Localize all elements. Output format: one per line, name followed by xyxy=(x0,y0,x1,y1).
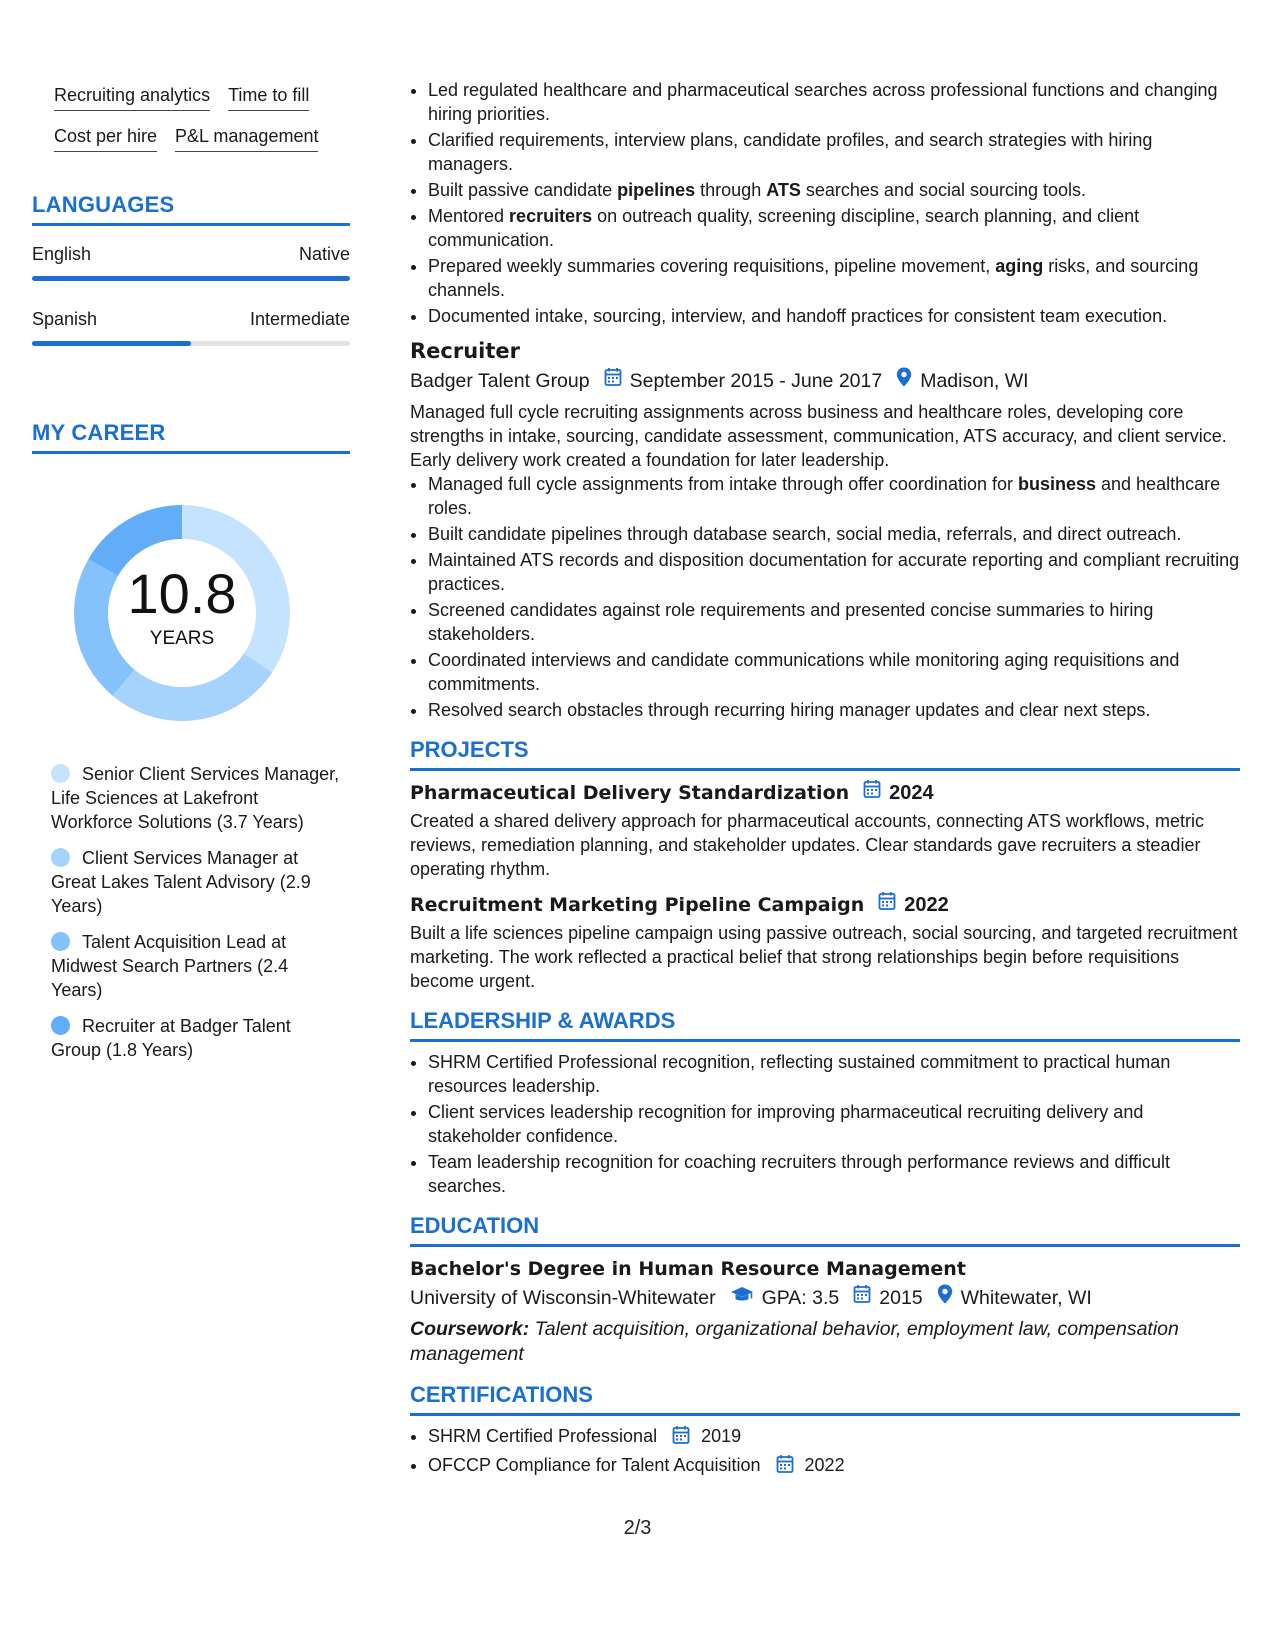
language-level: Intermediate xyxy=(249,309,350,329)
certifications-heading: CERTIFICATIONS xyxy=(410,1381,1240,1416)
legend-dot xyxy=(51,848,70,867)
sidebar xyxy=(32,84,350,1074)
career-legend xyxy=(32,762,350,1062)
coursework xyxy=(410,1317,1240,1367)
career-legend-item xyxy=(51,1014,340,1062)
certifications-list xyxy=(410,1424,1240,1480)
job-meta xyxy=(410,366,1240,396)
main-content xyxy=(410,78,1240,1482)
certification-year: 2019 xyxy=(701,1426,742,1446)
career-legend-item xyxy=(51,846,340,918)
coursework-label: Coursework: xyxy=(410,1318,530,1340)
job-summary: Managed full cycle recruiting assignments across business and healthcare roles, developing core strengths in intake, sourcing, candidate assessment, communication, ATS accuracy, and client service. Early delivery work created a foundation for later leadership. xyxy=(410,402,1227,470)
career-total-value: 10.8 xyxy=(127,562,237,625)
awards-heading: LEADERSHIP & AWARDS xyxy=(410,1007,1240,1042)
bullet-item: • Led regulated healthcare and pharmaceutical searches across professional functions and changing hiring priorities. xyxy=(428,78,1240,126)
legend-label: Client Services Manager at Great Lakes Talent Advisory (2.9 Years) xyxy=(51,848,311,916)
language-proficiency-fill xyxy=(32,341,191,346)
awards-list xyxy=(410,1050,1240,1198)
language-name: English xyxy=(32,244,92,264)
career-legend-item xyxy=(51,762,340,834)
calendar-icon xyxy=(776,1454,794,1480)
career-heading: MY CAREER xyxy=(32,420,350,454)
map-pin-icon xyxy=(896,366,912,396)
language-proficiency-bar xyxy=(32,341,350,346)
legend-label: Talent Acquisition Lead at Midwest Search Partners (2.4 Years) xyxy=(51,932,289,1000)
school-name: University of Wisconsin-Whitewater xyxy=(410,1287,716,1309)
bullet-item: • Built passive candidate pipelines through ATS searches and social sourcing tools. xyxy=(428,178,1240,202)
job-location: Madison, WI xyxy=(920,370,1029,392)
project-title: Pharmaceutical Delivery Standardization xyxy=(410,782,850,804)
calendar-icon xyxy=(863,779,881,807)
legend-dot xyxy=(51,764,70,783)
award-item: • Client services leadership recognition for improving pharmaceutical recruiting delivery and stakeholder confidence. xyxy=(428,1100,1240,1148)
language-proficiency-fill xyxy=(32,276,350,281)
legend-dot xyxy=(51,1016,70,1035)
language-level: Native xyxy=(298,244,350,264)
legend-label: Recruiter at Badger Talent Group (1.8 Years) xyxy=(51,1016,291,1060)
calendar-icon xyxy=(604,366,622,396)
legend-dot xyxy=(51,932,70,951)
job-bullets xyxy=(410,472,1240,722)
bullet-item: • Mentored recruiters on outreach quality, screening discipline, search planning, and client communication. xyxy=(428,204,1240,252)
project-year: 2024 xyxy=(889,782,934,804)
career-section xyxy=(32,420,350,1062)
certification-item xyxy=(428,1453,1240,1480)
map-pin-icon xyxy=(937,1283,953,1313)
language-item xyxy=(32,307,350,346)
skill-tag: Recruiting analytics xyxy=(54,84,210,111)
graduation-year: 2015 xyxy=(879,1287,923,1309)
certification-item xyxy=(428,1424,1240,1451)
language-proficiency-bar xyxy=(32,276,350,281)
bullet-item: • Documented intake, sourcing, interview, and handoff practices for consistent team execution. xyxy=(428,304,1240,328)
bullet-item: • Resolved search obstacles through recurring hiring manager updates and clear next steps. xyxy=(428,698,1240,722)
skill-tag: Cost per hire xyxy=(54,125,157,152)
project-item xyxy=(410,891,1240,993)
calendar-icon xyxy=(878,891,896,919)
certification-name: SHRM Certified Professional xyxy=(428,1426,658,1446)
education-location: Whitewater, WI xyxy=(960,1287,1092,1309)
award-item: • Team leadership recognition for coaching recruiters through performance reviews and difficult searches. xyxy=(428,1150,1240,1198)
project-item xyxy=(410,779,1240,881)
bullet-item: • Maintained ATS records and disposition documentation for accurate reporting and compliant recruiting practices. xyxy=(428,548,1240,596)
skills-row xyxy=(32,125,350,152)
skills-row xyxy=(32,84,350,111)
graduation-cap-icon xyxy=(730,1283,754,1313)
career-total-unit: YEARS xyxy=(149,628,215,649)
bullet-item: • Prepared weekly summaries covering requisitions, pipeline movement, aging risks, and sourcing channels. xyxy=(428,254,1240,302)
bullet-item: • Managed full cycle assignments from intake through offer coordination for business and healthcare roles. xyxy=(428,472,1240,520)
job-company: Badger Talent Group xyxy=(410,370,590,392)
project-description: Created a shared delivery approach for pharmaceutical accounts, connecting ATS workflows, metric reviews, remediation planning, and stakeholder updates. Clear standards gave recruiters a steadier operating rhythm. xyxy=(410,811,1205,879)
education-heading: EDUCATION xyxy=(410,1212,1240,1247)
calendar-icon xyxy=(853,1283,871,1313)
coursework-text: Talent acquisition, organizational behavior, employment law, compensation management xyxy=(410,1318,1179,1365)
project-year: 2022 xyxy=(904,894,949,916)
languages-section xyxy=(32,192,350,346)
job-dates: September 2015 - June 2017 xyxy=(629,370,883,392)
previous-job-bullets xyxy=(410,78,1240,328)
skill-tag: P&L management xyxy=(175,125,318,152)
bullet-item: • Screened candidates against role requirements and presented concise summaries to hiring stakeholders. xyxy=(428,598,1240,646)
page-number: 2/3 xyxy=(623,1517,652,1539)
gpa: GPA: 3.5 xyxy=(761,1287,840,1309)
award-item: • SHRM Certified Professional recognition, reflecting sustained commitment to practical human resources leadership. xyxy=(428,1050,1240,1098)
job-entry xyxy=(410,336,1240,722)
career-donut-chart xyxy=(67,498,297,728)
language-item xyxy=(32,242,350,281)
career-legend-item xyxy=(51,930,340,1002)
languages-heading: LANGUAGES xyxy=(32,192,350,226)
skill-tag: Time to fill xyxy=(228,84,309,111)
bullet-item: • Built candidate pipelines through database search, social media, referrals, and direct outreach. xyxy=(428,522,1240,546)
calendar-icon xyxy=(672,1425,690,1451)
certification-name: OFCCP Compliance for Talent Acquisition xyxy=(428,1455,761,1475)
education-entry xyxy=(410,1255,1240,1367)
bullet-item: • Clarified requirements, interview plans, candidate profiles, and search strategies with hiring managers. xyxy=(428,128,1240,176)
project-title: Recruitment Marketing Pipeline Campaign xyxy=(410,894,865,916)
certification-year: 2022 xyxy=(804,1455,845,1475)
job-title: Recruiter xyxy=(410,339,521,363)
projects-heading: PROJECTS xyxy=(410,736,1240,771)
bullet-item: • Coordinated interviews and candidate communications while monitoring aging requisitions and commitments. xyxy=(428,648,1240,696)
language-name: Spanish xyxy=(32,309,98,329)
legend-label: Senior Client Services Manager, Life Sciences at Lakefront Workforce Solutions (3.7 Years) xyxy=(51,764,340,832)
project-description: Built a life sciences pipeline campaign using passive outreach, social sourcing, and targeted recruitment marketing. The work reflected a practical belief that strong relationships begin before requisitions become urgent. xyxy=(410,923,1238,991)
degree-title: Bachelor's Degree in Human Resource Management xyxy=(410,1258,966,1280)
education-meta xyxy=(410,1283,1240,1313)
skills-list xyxy=(32,84,350,152)
